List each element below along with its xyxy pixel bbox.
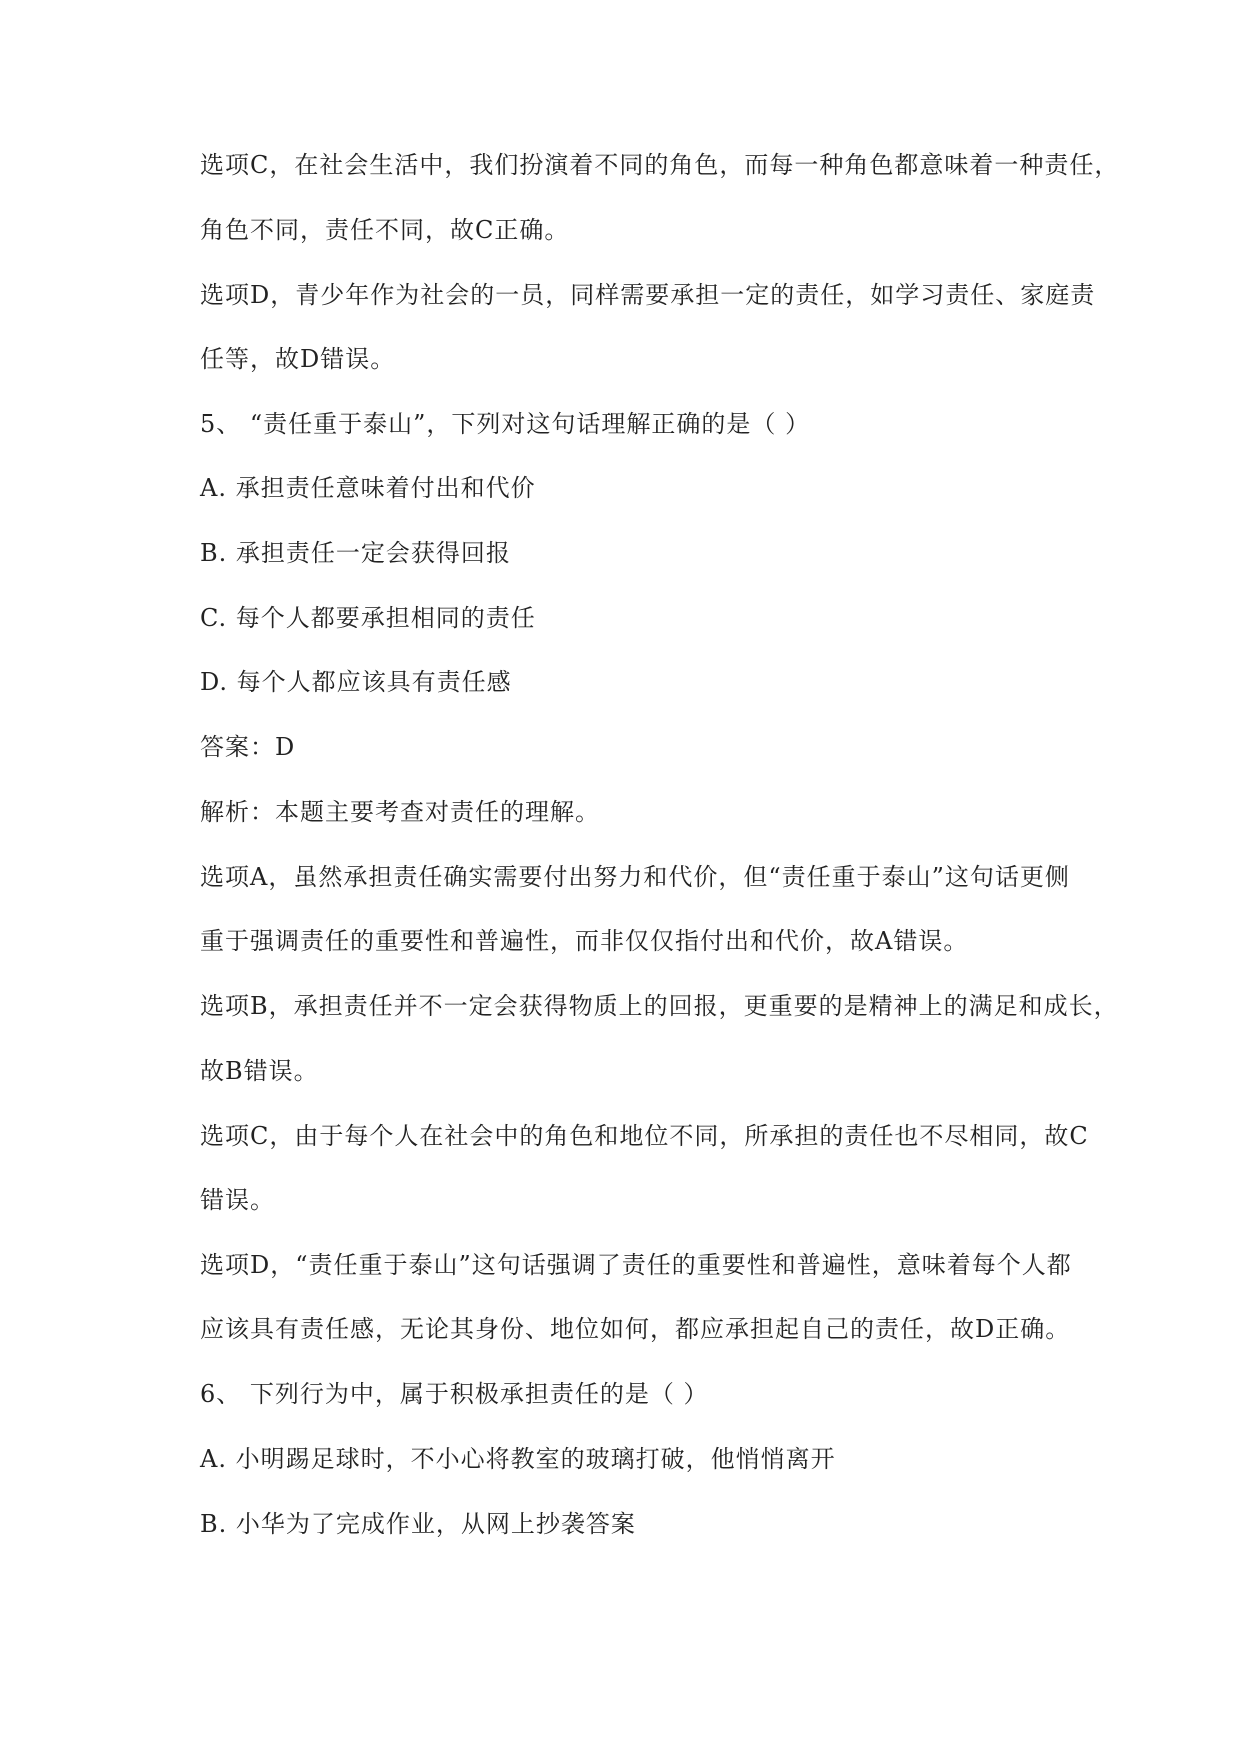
q5-analysis-a-line-2: 重于强调责任的重要性和普遍性，而非仅仅指付出和代价，故A错误。 (200, 927, 969, 955)
question-5-stem: 5、 “责任重于泰山”，下列对这句话理解正确的是（ ） (200, 410, 811, 438)
question-6-stem: 6、 下列行为中，属于积极承担责任的是（ ） (200, 1380, 709, 1408)
question-5-answer: 答案：D (200, 733, 296, 761)
question-5-option-b: B. 承担责任一定会获得回报 (200, 539, 511, 567)
q5-analysis-b-line-2: 故B错误。 (200, 1057, 319, 1085)
q5-analysis-d-line-2: 应该具有责任感，无论其身份、地位如何，都应承担起自己的责任，故D正确。 (200, 1315, 1071, 1343)
question-6-option-b: B. 小华为了完成作业，从网上抄袭答案 (200, 1510, 636, 1538)
q5-analysis-c-line-1: 选项C，由于每个人在社会中的角色和地位不同，所承担的责任也不尽相同，故C (200, 1122, 1089, 1150)
question-5-analysis: 解析：本题主要考查对责任的理解。 (200, 798, 600, 826)
analysis-option-d-line-1: 选项D，青少年作为社会的一员，同样需要承担一定的责任，如学习责任、家庭责 (200, 281, 1096, 309)
question-5-option-c: C. 每个人都要承担相同的责任 (200, 604, 536, 632)
analysis-option-c-line-1: 选项C，在社会生活中，我们扮演着不同的角色，而每一种角色都意味着一种责任， (200, 151, 1120, 179)
analysis-option-c-line-2: 角色不同，责任不同，故C正确。 (200, 216, 570, 244)
analysis-option-d-line-2: 任等，故D错误。 (200, 345, 396, 373)
q5-analysis-a-line-1: 选项A，虽然承担责任确实需要付出努力和代价，但“责任重于泰山”这句话更侧 (200, 863, 1070, 891)
question-5-option-a: A. 承担责任意味着付出和代价 (200, 474, 536, 502)
q5-analysis-c-line-2: 错误。 (200, 1186, 275, 1214)
question-5-option-d: D. 每个人都应该具有责任感 (200, 668, 512, 696)
q5-analysis-d-line-1: 选项D，“责任重于泰山”这句话强调了责任的重要性和普遍性，意味着每个人都 (200, 1251, 1072, 1279)
q5-analysis-b-line-1: 选项B，承担责任并不一定会获得物质上的回报，更重要的是精神上的满足和成长， (200, 992, 1119, 1020)
question-6-option-a: A. 小明踢足球时，不小心将教室的玻璃打破，他悄悄离开 (200, 1445, 836, 1473)
